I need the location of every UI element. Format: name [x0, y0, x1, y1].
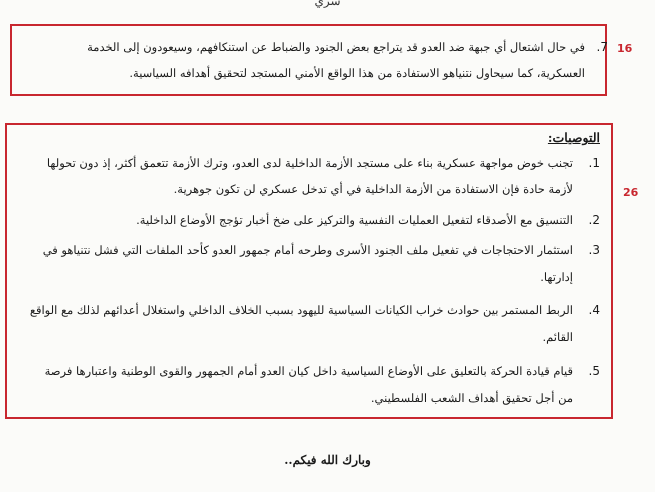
recommendation-3-number: .3: [588, 243, 600, 257]
recommendation-1-number: .1: [588, 156, 600, 170]
annotation-label-26: 26: [623, 186, 639, 199]
recommendation-2-number: .2: [588, 213, 600, 227]
recommendation-1-line-2: لأزمة حادة فإن الاستفادة من الأزمة الداخلية في أي تدخل عسكري لن تكون جوهرية.: [173, 182, 573, 196]
recommendation-1-line-1: تجنب خوض مواجهة عسكرية بناء على مستجد الأزمة الداخلية لدى العدو، وترك الأزمة تتعمق أكثر، إذ دون تحولها: [46, 156, 573, 170]
recommendation-3-line-2: إدارتها.: [540, 270, 573, 284]
section-7-highlight-box: [10, 24, 607, 96]
recommendation-5-number: .5: [588, 364, 600, 378]
classification-label: سري: [314, 0, 341, 8]
section-7-line-1: في حال اشتعال أي جبهة ضد العدو قد يتراجع بعض الجنود والضباط عن استنكافهم، وسيعودون إلى الخدمة: [87, 40, 585, 54]
recommendation-3-line-1: استثمار الاحتجاجات في تفعيل ملف الجنود الأسرى وطرحه أمام جمهور العدو كأحد الملفات التي فشل نتنياهو في: [42, 243, 573, 257]
recommendation-4-line-1: الربط المستمر بين حوادث خراب الكيانات السياسية لليهود بسبب الخلاف الداخلي واستغلال أعدائهم لذلك مع الواقع: [29, 303, 573, 317]
recommendation-5-line-2: من أجل تحقيق أهداف الشعب الفلسطيني.: [370, 391, 573, 405]
recommendation-4-number: .4: [588, 303, 600, 317]
section-7-line-2: العسكرية، كما سيحاول نتنياهو الاستفادة من هذا الواقع الأمني المستجد لتحقيق أهدافه السياسية.: [129, 66, 585, 80]
closing-line: وبارك الله فيكم..: [284, 453, 371, 467]
recommendation-4-line-2: القائم.: [542, 330, 573, 344]
annotation-label-16: 16: [617, 42, 633, 55]
section-7-number: .7: [596, 40, 608, 54]
recommendations-heading: التوصيات:: [547, 130, 600, 145]
recommendation-5-line-1: قيام قيادة الحركة بالتعليق على الأوضاع السياسية داخل كيان العدو أمام الجمهور والقوى الوطنية واعتبارها فرصة: [44, 364, 573, 378]
recommendation-2-line-1: التنسيق مع الأصدقاء لتفعيل العمليات النفسية والتركيز على ضخ أخبار تؤجج الأوضاع الداخلية.: [136, 213, 573, 227]
